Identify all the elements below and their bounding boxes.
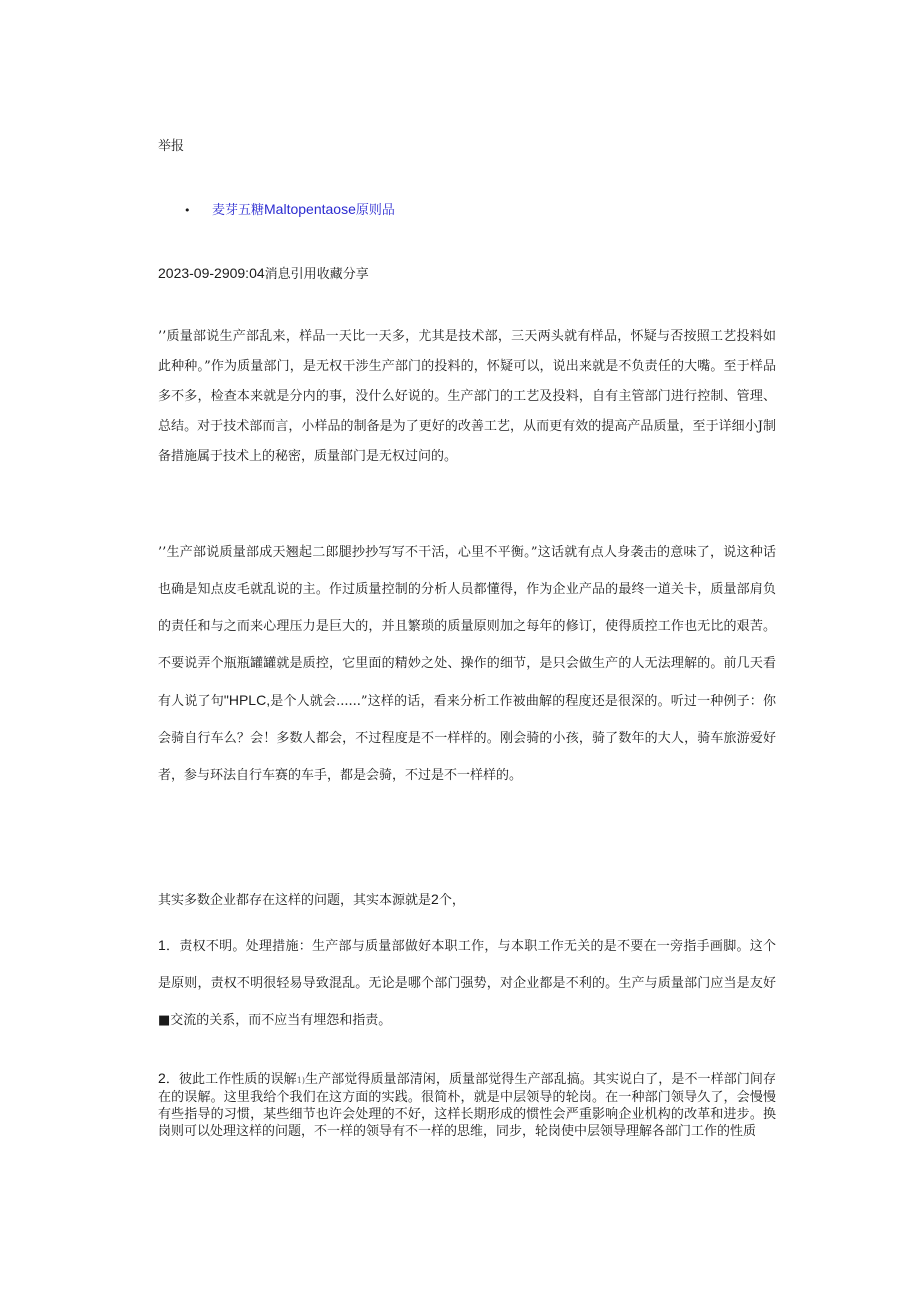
paragraph-2-part-a: ’’生产部说质量部成天翘起二郎腿抄抄写写不干活，心里不平衡。”这话就有点人身袭击的意味了，说这种话也确是知点皮毛就乱说的主。作过质量控制的分析人员都懂得，作为企业产品的最终一道关卡，质量部肩负的责任和与之而来心理压力是巨大的，并且繁琐的质量原则加之每年的修订，使得质控工作也无比的艰苦。不要说弄个瓶瓶罐罐就是质控，它里面的精妙之处、操作的细节，是只会做生产的人无法理解的。前几天看有人说了句 <box>158 545 776 709</box>
related-link-row <box>184 199 395 218</box>
favorite-action[interactable]: 收藏 <box>316 267 343 282</box>
paragraph-5 <box>158 1070 776 1140</box>
message-action[interactable]: 消息 <box>264 267 291 282</box>
quote-action[interactable]: 引用 <box>290 267 317 282</box>
share-action[interactable]: 分享 <box>342 267 369 282</box>
bullet-icon: • <box>184 204 191 217</box>
item-2-text-b: 生产部觉得质量部清闲，质量部觉得生产部乱搞。其实说白了，是不一样部门间存在的误解。这里我给个我们在这方面的实践。很简朴，就是中层领导的轮岗。在一种部门领导久了，会慢慢有些指导的习惯，某些细节也许会处理的不好，这样长期形成的惯性会严重影响企业机构的改革和进步。换岗则可以处理这样的问题，不一样的领导有不一样的思维，同步，轮岗使中层领导理解各部门工作的性质 <box>158 1072 776 1139</box>
paragraph-2 <box>158 534 776 794</box>
link-latin: Maltopentaose <box>264 201 356 217</box>
item-1-number: 1 <box>158 937 166 953</box>
report-link[interactable]: 举报 <box>158 139 185 154</box>
related-product-link[interactable] <box>212 203 395 218</box>
paragraph-1: ’’质量部说生产部乱来，样品一天比一天多，尤其是技术部，三天两头就有样品，怀疑与否按照工艺投料如此种种。”作为质量部门，是无权干涉生产部门的投料的，怀疑可以，说出来就是不负责任的大嘴。至于样品多不多，检查本来就是分内的事，没什么好说的。生产部门的工艺及投料，自有主管部门进行控制、管理、总结。对于技术部而言，小样品的制备是为了更好的改善工艺，从而更有效的提高产品质量，至于详细小J制备措施属于技术上的秘密，质量部门是无权过问的。 <box>158 329 776 464</box>
link-suffix: 原则品 <box>355 203 395 218</box>
paragraph-3-part-a: 其实多数企业都存在这样的问题，其实本源就是 <box>158 893 432 908</box>
paragraph-3-part-b: 个， <box>438 893 465 908</box>
paragraph-2-latin: "HPLC, <box>223 692 271 708</box>
paragraph-2-part-b: 是个人就会......”这样的话，看来分析工作被曲解的程度还是很深的。听过一种例子：你会骑自行车么？会！多数人都会，不过程度是不一样样的。刚会骑的小孩，骑了数年的大人，骑车旅游爱好者，参与环法自行车赛的车手，都是会骑，不过是不一样样的。 <box>158 694 776 783</box>
paragraph-4 <box>158 927 776 1039</box>
item-1-text: ．责权不明。处理措施：生产部与质量部做好本职工作，与本职工作无关的是不要在一旁指手画脚。这个是原则，责权不明很轻易导致混乱。无论是哪个部门强势，对企业都是不利的。生产与质量部门应当是友好■交流的关系，而不应当有埋怨和指责。 <box>158 939 776 1028</box>
item-2-number: 2 <box>158 1070 166 1086</box>
link-prefix: 麦芽五糖 <box>212 203 265 218</box>
post-date: 2023-09-2909:04 <box>158 265 265 281</box>
item-2-marker: 1) <box>296 1076 305 1085</box>
item-2-text-a: ．彼此工作性质的误解 <box>165 1072 297 1087</box>
paragraph-3 <box>158 884 776 916</box>
paragraph-3-number: 2 <box>431 891 439 907</box>
post-meta <box>158 263 369 282</box>
